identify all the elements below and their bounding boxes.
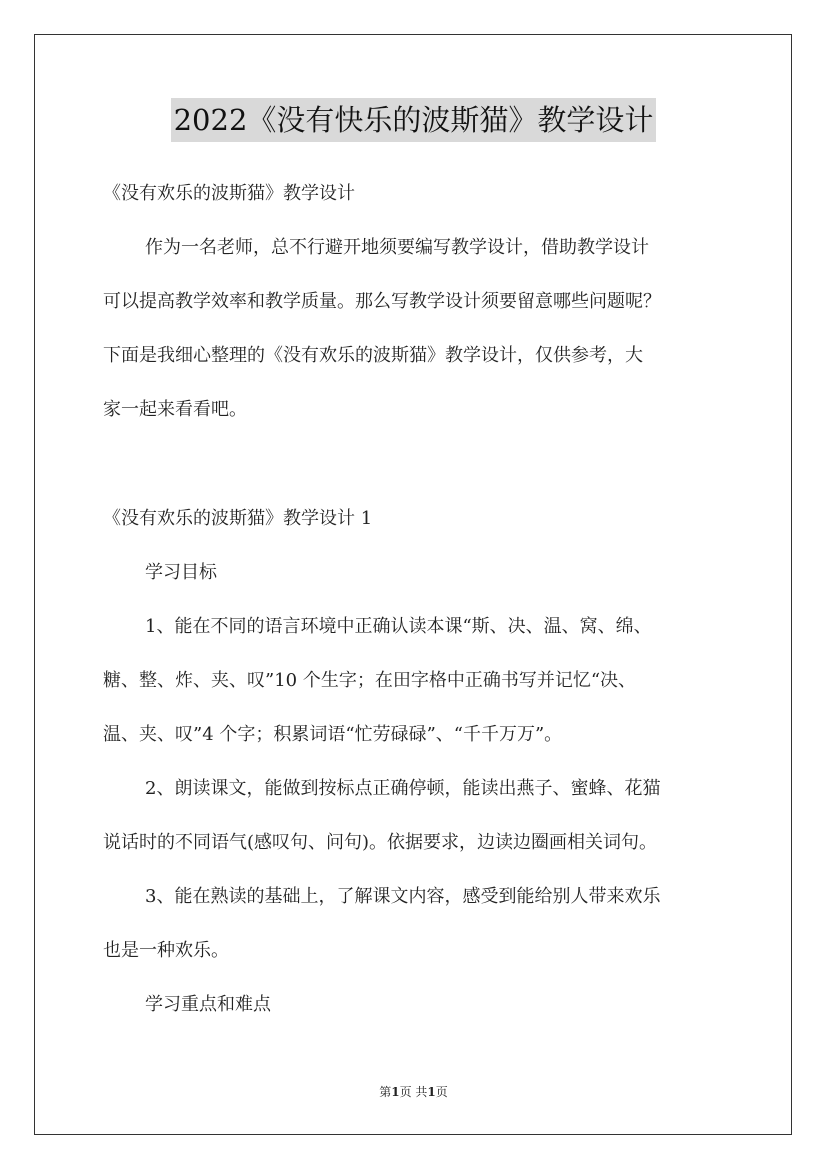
page-footer [0, 1084, 827, 1100]
goal-2-line-2: 说话时的不同语气(感叹句、问句)。依据要求，边读边圈画相关词句。 [103, 832, 658, 853]
goal-1-line-3: 温、夹、叹”4 个字；积累词语“忙劳碌碌”、“千千万万”。 [103, 724, 563, 745]
title-container [0, 98, 827, 142]
subtitle-line: 《没有欢乐的波斯猫》教学设计 [103, 183, 355, 204]
footer-suffix: 页 [435, 1085, 448, 1099]
intro-line-3: 下面是我细心整理的《没有欢乐的波斯猫》教学设计，仅供参考，大 [103, 345, 643, 366]
goal-1-line-2: 糖、整、炸、夹、叹”10 个生字；在田字格中正确书写并记忆“决、 [103, 670, 637, 691]
intro-line-2: 可以提高教学效率和教学质量。那么写教学设计须要留意哪些问题呢？ [103, 291, 661, 312]
footer-mid: 页 共 [399, 1085, 428, 1099]
footer-page-total: 1 [427, 1085, 436, 1099]
footer-prefix: 第 [379, 1085, 392, 1099]
intro-line-4: 家一起来看看吧。 [103, 399, 247, 420]
document-title: 2022《没有快乐的波斯猫》教学设计 [171, 98, 657, 142]
goal-1-line-1: 1、能在不同的语言环境中正确认读本课“斯、决、温、窝、绵、 [145, 616, 652, 637]
key-points-heading: 学习重点和难点 [145, 994, 271, 1015]
goal-3-line-1: 3、能在熟读的基础上，了解课文内容，感受到能给别人带来欢乐 [145, 886, 661, 907]
footer-page-current: 1 [391, 1085, 400, 1099]
goal-2-line-1: 2、朗读课文，能做到按标点正确停顿，能读出燕子、蜜蜂、花猫 [145, 778, 661, 799]
intro-line-1: 作为一名老师，总不行避开地须要编写教学设计，借助教学设计 [145, 237, 649, 258]
goals-heading: 学习目标 [145, 562, 217, 583]
goal-3-line-2: 也是一种欢乐。 [103, 940, 229, 961]
section-heading: 《没有欢乐的波斯猫》教学设计 1 [103, 508, 373, 529]
